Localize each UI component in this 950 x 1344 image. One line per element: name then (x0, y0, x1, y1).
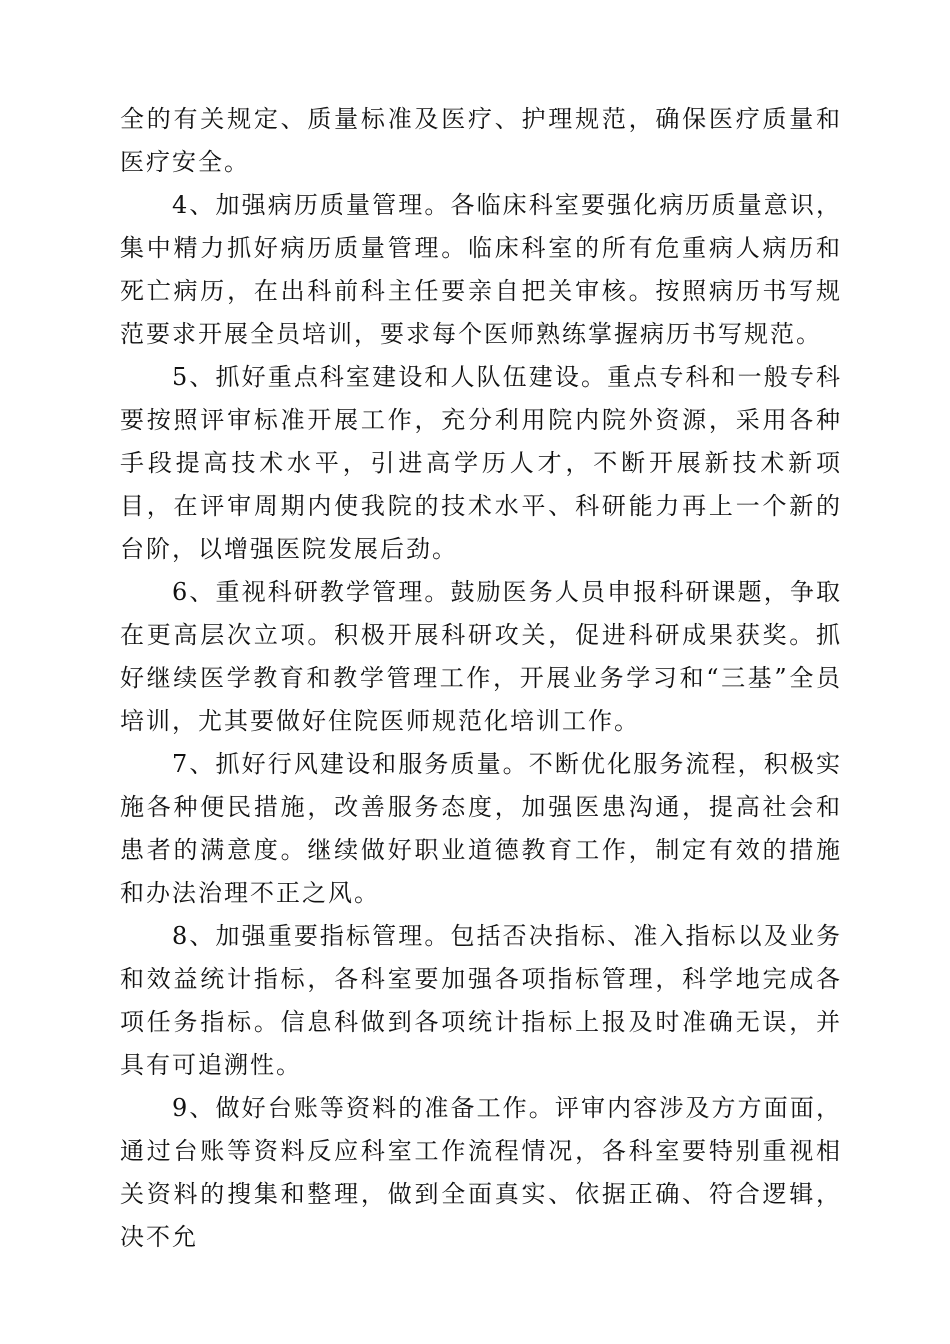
paragraph-item-6: 6、重视科研教学管理。鼓励医务人员申报科研课题，争取在更高层次立项。积极开展科研攻关，促进科研成果获奖。抓好继续医学教育和教学管理工作，开展业务学习和“三基”全员培训，尤其要做好住院医师规范化培训工作。 (120, 578, 842, 735)
document-body (120, 98, 842, 1259)
paragraph-continuation: 全的有关规定、质量标准及医疗、护理规范，确保医疗质量和医疗安全。 (120, 105, 842, 176)
paragraph-item-5: 5、抓好重点科室建设和人队伍建设。重点专科和一般专科要按照评审标准开展工作，充分利用院内院外资源，采用各种手段提高技术水平，引进高学历人才，不断开展新技术新项目，在评审周期内使我院的技术水平、科研能力再上一个新的台阶，以增强医院发展后劲。 (120, 363, 842, 563)
paragraph-item-8: 8、加强重要指标管理。包括否决指标、准入指标以及业务和效益统计指标，各科室要加强各项指标管理，科学地完成各项任务指标。信息科做到各项统计指标上报及时准确无误，并具有可追溯性。 (120, 922, 842, 1079)
paragraph-item-9: 9、做好台账等资料的准备工作。评审内容涉及方方面面，通过台账等资料反应科室工作流程情况，各科室要特别重视相关资料的搜集和整理，做到全面真实、依据正确、符合逻辑，决不允 (120, 1094, 842, 1251)
paragraph-item-7: 7、抓好行风建设和服务质量。不断优化服务流程，积极实施各种便民措施，改善服务态度，加强医患沟通，提高社会和患者的满意度。继续做好职业道德教育工作，制定有效的措施和办法治理不正之风。 (120, 750, 842, 907)
paragraph-item-4: 4、加强病历质量管理。各临床科室要强化病历质量意识，集中精力抓好病历质量管理。临床科室的所有危重病人病历和死亡病历，在出科前科主任要亲自把关审核。按照病历书写规范要求开展全员培训，要求每个医师熟练掌握病历书写规范。 (120, 191, 842, 348)
